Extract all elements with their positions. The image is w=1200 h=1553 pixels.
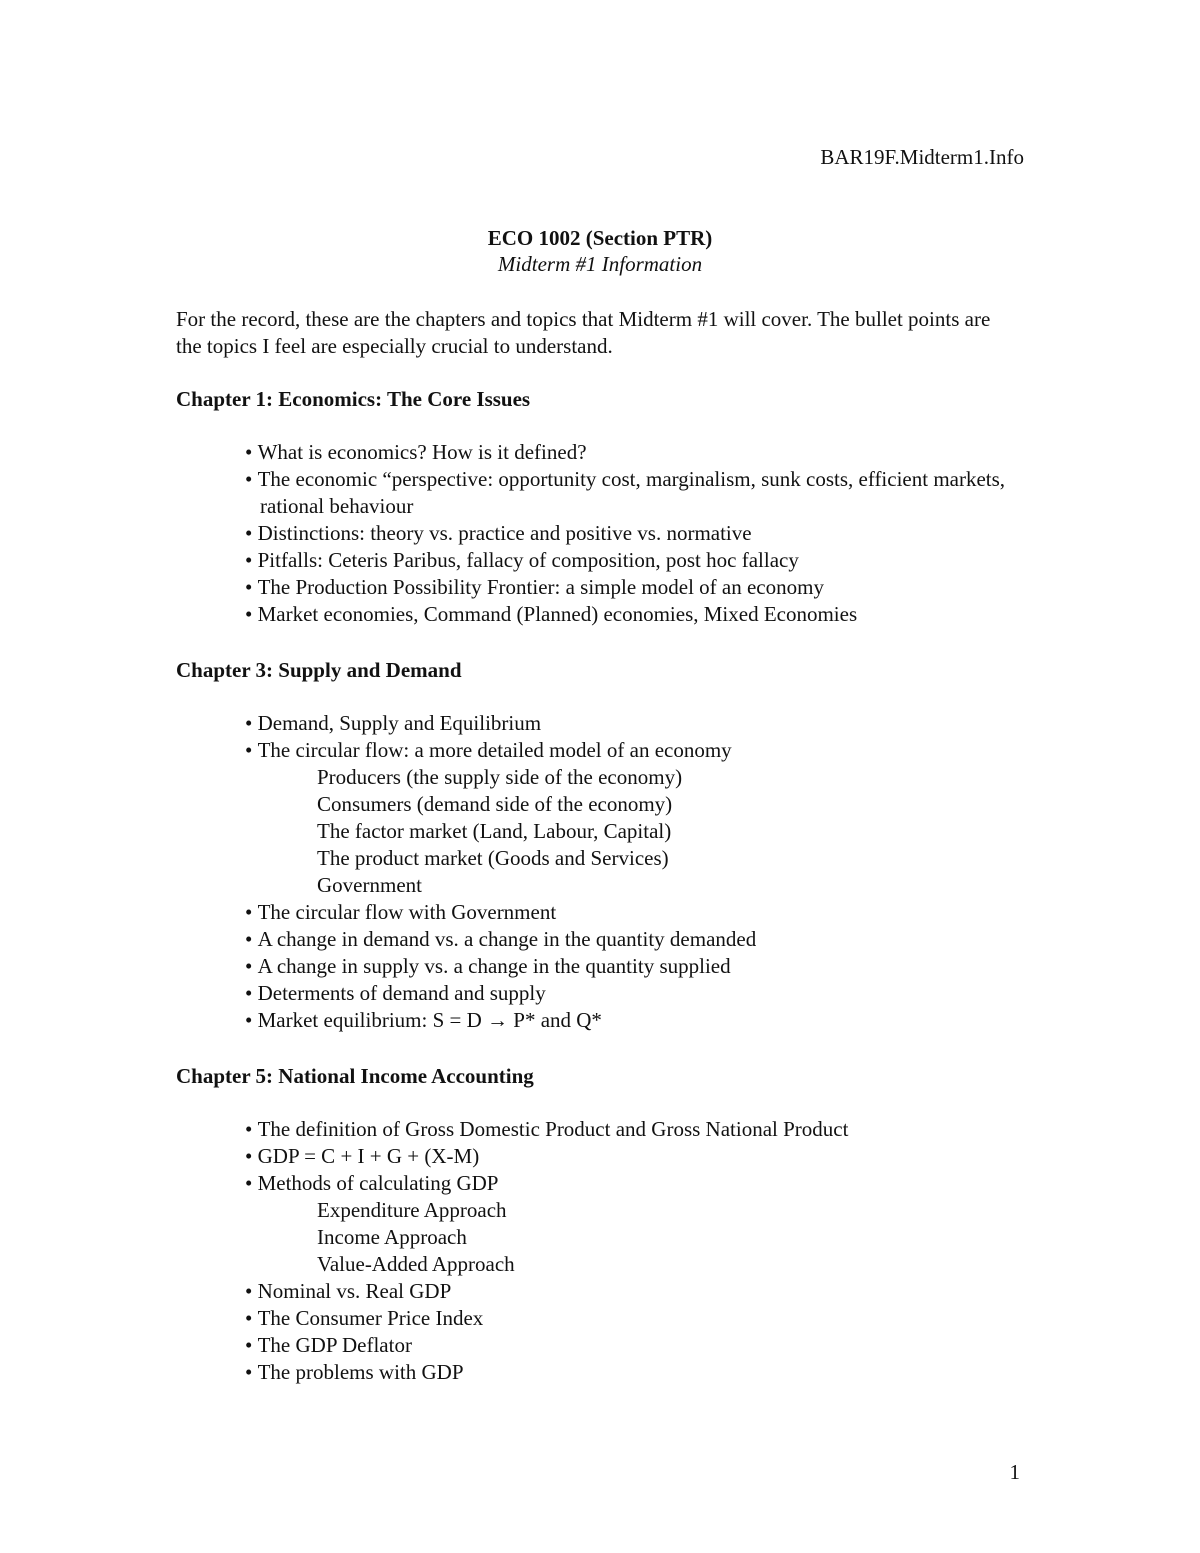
topic-item: • The GDP Deflator — [245, 1332, 1036, 1359]
subtopic-item: Expenditure Approach — [317, 1198, 507, 1222]
topic-item: • The circular flow with Government — [245, 899, 1036, 926]
intro-paragraph: For the record, these are the chapters and topics that Midterm #1 will cover. The bullet points are the topics I feel are especially crucial to understand. — [176, 307, 991, 358]
subtopic-item: Consumers (demand side of the economy) — [317, 792, 673, 816]
topic-item: • The economic “perspective: opportunity cost, marginalism, sunk costs, efficient markets, rational behaviour — [245, 466, 1020, 520]
subtopic-item: Value-Added Approach — [317, 1252, 515, 1276]
document-subtitle: Midterm #1 Information — [497, 252, 703, 276]
subtopic-item: The product market (Goods and Services) — [317, 846, 669, 870]
topic-item: • A change in demand vs. a change in the quantity demanded — [245, 926, 1036, 953]
title-block — [0, 225, 1200, 277]
topic-list — [176, 439, 1036, 628]
topic-item: • Pitfalls: Ceteris Paribus, fallacy of composition, post hoc fallacy — [245, 547, 1036, 574]
chapter-3-section — [176, 657, 1036, 1034]
page-number: 1 — [1009, 1460, 1020, 1484]
subtopic-item: Producers (the supply side of the economy) — [317, 765, 683, 789]
topic-item: • Demand, Supply and Equilibrium — [245, 710, 1036, 737]
topic-item: • A change in supply vs. a change in the quantity supplied — [245, 953, 1036, 980]
chapter-heading: Chapter 3: Supply and Demand — [176, 658, 462, 682]
chapter-1-section — [176, 386, 1036, 628]
topic-item: • What is economics? How is it defined? — [245, 439, 1036, 466]
topic-item: • Nominal vs. Real GDP — [245, 1278, 1036, 1305]
document-id: BAR19F.Midterm1.Info — [820, 145, 1024, 169]
topic-item: • Market equilibrium: S = D → P* and Q* — [245, 1007, 1036, 1034]
chapter-heading: Chapter 1: Economics: The Core Issues — [176, 387, 531, 411]
subtopic-item: Income Approach — [317, 1225, 467, 1249]
topic-item: • The definition of Gross Domestic Product and Gross National Product — [245, 1116, 1036, 1143]
topic-item: • Determents of demand and supply — [245, 980, 1036, 1007]
course-title: ECO 1002 (Section PTR) — [487, 226, 713, 250]
subtopic-item: The factor market (Land, Labour, Capital) — [317, 819, 672, 843]
topic-list — [176, 1116, 1036, 1386]
chapter-5-section — [176, 1063, 1036, 1386]
topic-list — [176, 710, 1036, 1034]
topic-item: • GDP = C + I + G + (X-M) — [245, 1143, 1036, 1170]
topic-item: • Methods of calculating GDP — [245, 1170, 1036, 1197]
topic-item: • Market economies, Command (Planned) economies, Mixed Economies — [245, 601, 1036, 628]
topic-item: • The circular flow: a more detailed model of an economy — [245, 737, 1036, 764]
topic-item: • The Consumer Price Index — [245, 1305, 1036, 1332]
chapter-heading: Chapter 5: National Income Accounting — [176, 1064, 534, 1088]
topic-item: • The problems with GDP — [245, 1359, 1036, 1386]
subtopic-item: Government — [317, 873, 422, 897]
topic-item: • Distinctions: theory vs. practice and positive vs. normative — [245, 520, 1036, 547]
topic-item: • The Production Possibility Frontier: a simple model of an economy — [245, 574, 1036, 601]
